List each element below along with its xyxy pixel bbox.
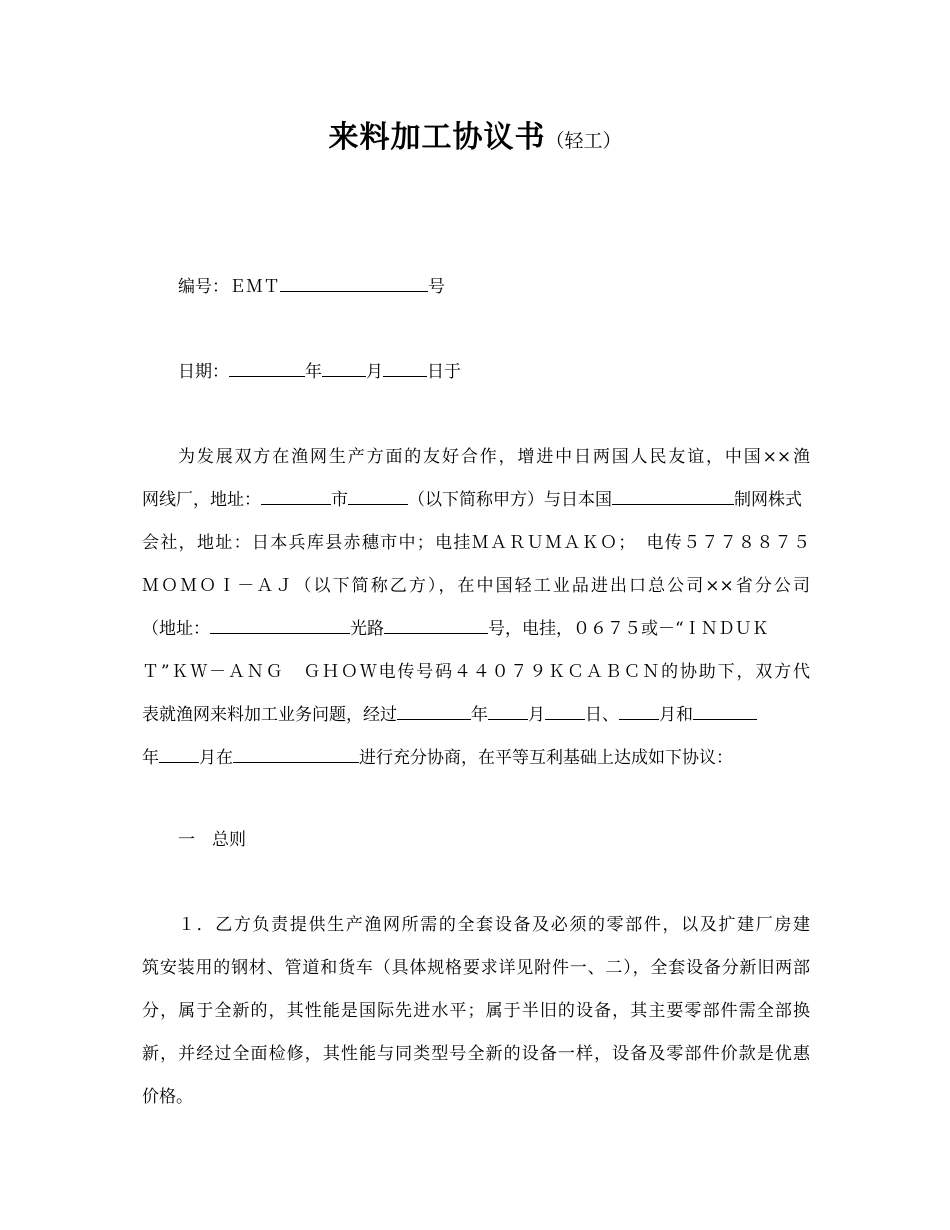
date-line	[178, 355, 461, 389]
text-run: （地址：	[142, 619, 210, 639]
text-run: 网线厂，地址：	[142, 490, 261, 510]
blank-line	[397, 701, 471, 720]
text-run: 月和	[659, 705, 693, 725]
text-run: ＭＯＭＯＩ－ＡＪ（以下简称乙方），在中国轻工业品进出口总公司××省分公司	[142, 576, 810, 596]
preamble-line	[142, 483, 810, 517]
document-title	[0, 112, 950, 156]
text-run: 日、	[585, 705, 619, 725]
clause-line	[142, 1080, 810, 1114]
text-run: 进行充分协商，在平等互利基础上达成如下协议：	[359, 748, 733, 768]
clause-line	[142, 951, 810, 985]
date-month-blank	[322, 358, 366, 377]
blank-line	[210, 615, 350, 634]
blank-line	[261, 486, 331, 505]
preamble-line	[142, 655, 810, 689]
text-run: 光路	[350, 619, 384, 639]
text-run: （以下简称甲方）与日本国	[408, 490, 612, 510]
blank-line	[612, 486, 734, 505]
clause-line	[178, 908, 810, 942]
text-run: 表就渔网来料加工业务问题，经过	[142, 705, 397, 725]
preamble-line	[142, 612, 810, 646]
number-label: 编号：ＥＭＴ	[178, 277, 280, 297]
blank-line	[384, 615, 488, 634]
text-run: Ｔ”ＫＷ－ＡＮＧ ＧＨＯＷ电传号码４４０７９ＫＣＡＢＣＮ的协助下，双方代	[142, 662, 810, 682]
text-run: 号，电挂，０６７５或－“ＩＮＤＵＫ	[488, 619, 769, 639]
text-run: 年	[142, 748, 159, 768]
text-run: 市	[331, 490, 348, 510]
text-run: 为发展双方在渔网生产方面的友好合作，增进中日两国人民友谊，中国××渔	[178, 447, 810, 467]
text-run: 筑安装用的钢材、管道和货车（具体规格要求详见附件一、二），全套设备分新旧两部	[142, 958, 810, 978]
text-run: 月在	[199, 748, 233, 768]
blank-line	[545, 701, 585, 720]
blank-line	[693, 701, 757, 720]
date-day-label: 日于	[427, 362, 461, 382]
title-subtitle: （轻工）	[545, 130, 622, 152]
date-day-blank	[383, 358, 427, 377]
date-year-blank	[229, 358, 305, 377]
blank-line	[348, 486, 408, 505]
preamble-line	[178, 440, 810, 474]
text-run: 新，并经过全面检修，其性能与同类型号全新的设备一样，设备及零部件价款是优惠	[142, 1044, 810, 1064]
text-run: 制网株式	[734, 490, 802, 510]
text-run: 年	[471, 705, 488, 725]
preamble-line	[142, 526, 810, 560]
blank-line	[619, 701, 659, 720]
date-year-label: 年	[305, 362, 322, 382]
clause-line	[142, 1037, 810, 1071]
preamble-line	[142, 698, 810, 732]
text-run: 月	[528, 705, 545, 725]
clause-line	[142, 994, 810, 1028]
number-suffix: 号	[428, 277, 445, 297]
number-blank	[280, 273, 428, 292]
preamble-line	[142, 569, 810, 603]
blank-line	[488, 701, 528, 720]
date-label: 日期：	[178, 362, 229, 382]
text-run: １．乙方负责提供生产渔网所需的全套设备及必须的零部件，以及扩建厂房建	[178, 915, 810, 935]
text-run: 价格。	[142, 1087, 193, 1107]
text-run: 会社，地址：日本兵库县赤穗市中；电挂ＭＡＲＵＭＡＫＯ； 电传５７７８８７５	[142, 533, 810, 553]
title-main: 来料加工协议书	[328, 120, 546, 155]
preamble-line	[142, 741, 810, 775]
blank-line	[233, 744, 359, 763]
number-line	[178, 270, 445, 304]
text-run: 分，属于全新的，其性能是国际先进水平；属于半旧的设备，其主要零部件需全部换	[142, 1001, 810, 1021]
date-month-label: 月	[366, 362, 383, 382]
blank-line	[159, 744, 199, 763]
section-heading: 一 总则	[178, 830, 246, 850]
